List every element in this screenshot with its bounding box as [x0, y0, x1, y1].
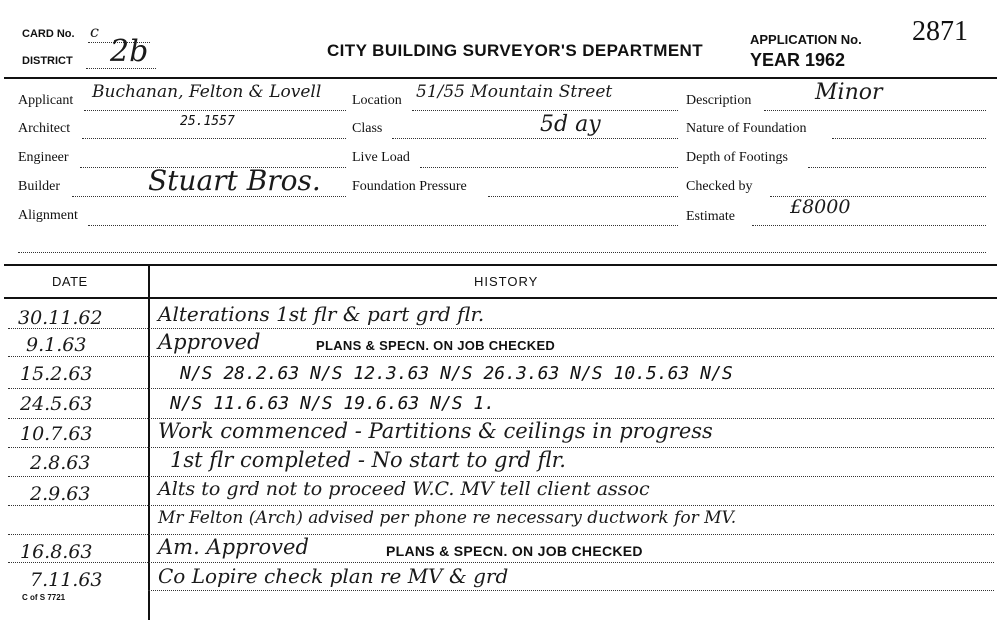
location-value: 51/55 Mountain Street [416, 82, 613, 102]
row-text: Alts to grd not to proceed W.C. MV tell client assoc [158, 478, 650, 500]
depth-line [808, 167, 986, 168]
builder-line [72, 196, 346, 197]
row-text: Alterations 1st flr & part grd flr. [158, 302, 485, 326]
row-text: Work commenced - Partitions & ceilings in progress [158, 419, 713, 443]
class-line [392, 138, 678, 139]
row-date: 16.8.63 [20, 541, 93, 563]
row-line [8, 356, 994, 357]
foundation-pressure-line [488, 196, 678, 197]
row-stamp: PLANS & SPECN. ON JOB CHECKED [316, 338, 556, 353]
row-text: Mr Felton (Arch) advised per phone re necessary ductwork for MV. [158, 508, 737, 528]
district-value: 2b [110, 34, 149, 69]
row-line [8, 562, 994, 563]
builder-label: Builder [18, 179, 60, 194]
row-date: 2.8.63 [30, 452, 91, 474]
applicant-line [84, 110, 346, 111]
row-line [8, 476, 994, 477]
foundation-pressure-label: Foundation Pressure [352, 179, 467, 194]
row-line [8, 505, 994, 506]
estimate-value: £8000 [790, 196, 851, 218]
row-date: 30.11.62 [18, 307, 103, 329]
row-line [148, 590, 994, 591]
description-value: Minor [815, 80, 883, 105]
row-text: 1st flr completed - No start to grd flr. [170, 448, 566, 472]
form-code: C of S 7721 [22, 593, 66, 602]
row-date: 9.1.63 [26, 334, 87, 356]
architect-label: Architect [18, 121, 71, 136]
row-line [8, 534, 994, 535]
alignment-label: Alignment [18, 208, 78, 223]
district-line [86, 68, 156, 69]
depth-label: Depth of Footings [686, 150, 788, 165]
table-top-rule [4, 264, 997, 266]
description-line [764, 110, 986, 111]
blank-line [18, 252, 986, 253]
checked-by-label: Checked by [686, 179, 753, 194]
card-no-value: c [90, 22, 99, 41]
year-label: YEAR 1962 [750, 50, 846, 70]
header-divider [4, 77, 997, 79]
live-load-label: Live Load [352, 150, 410, 165]
card-no-label: CARD No. [22, 28, 75, 40]
application-number: 2871 [912, 16, 968, 47]
location-line [412, 110, 678, 111]
description-label: Description [686, 93, 752, 108]
builder-value: Stuart Bros. [148, 164, 321, 197]
live-load-line [420, 167, 678, 168]
row-date: 10.7.63 [20, 423, 93, 445]
table-header-rule [4, 297, 997, 299]
applicant-label: Applicant [18, 93, 74, 108]
row-date: 24.5.63 [20, 393, 93, 415]
nature-line [832, 138, 986, 139]
history-header: HISTORY [474, 274, 539, 289]
date-column-rule [148, 264, 150, 620]
row-text: N/S 28.2.63 N/S 12.3.63 N/S 26.3.63 N/S 10.5.63 N/S [180, 363, 733, 384]
class-label: Class [352, 121, 383, 136]
row-line [8, 328, 994, 329]
department-title: CITY BUILDING SURVEYOR'S DEPARTMENT [327, 41, 704, 60]
row-stamp: PLANS & SPECN. ON JOB CHECKED [386, 543, 643, 559]
row-date: 2.9.63 [30, 483, 91, 505]
location-label: Location [352, 93, 402, 108]
applicant-value: Buchanan, Felton & Lovell [92, 82, 322, 102]
row-text: Am. Approved [158, 535, 309, 559]
engineer-label: Engineer [18, 150, 69, 165]
class-value: 5d ay [540, 112, 601, 137]
estimate-line [752, 225, 986, 226]
row-line [8, 388, 994, 389]
application-label: APPLICATION No. [750, 32, 862, 47]
row-date: 7.11.63 [30, 569, 103, 591]
row-text: Co Lopire check plan re MV & grd [158, 564, 509, 588]
row-text: N/S 11.6.63 N/S 19.6.63 N/S 1. [170, 393, 496, 414]
nature-label: Nature of Foundation [686, 121, 807, 136]
row-text: Approved [158, 330, 261, 354]
row-date: 15.2.63 [20, 363, 93, 385]
architect-line [82, 138, 346, 139]
alignment-line [88, 225, 678, 226]
architect-value: 25.1557 [180, 114, 235, 129]
district-label: DISTRICT [22, 55, 73, 67]
estimate-label: Estimate [686, 209, 735, 224]
date-header: DATE [52, 274, 88, 289]
